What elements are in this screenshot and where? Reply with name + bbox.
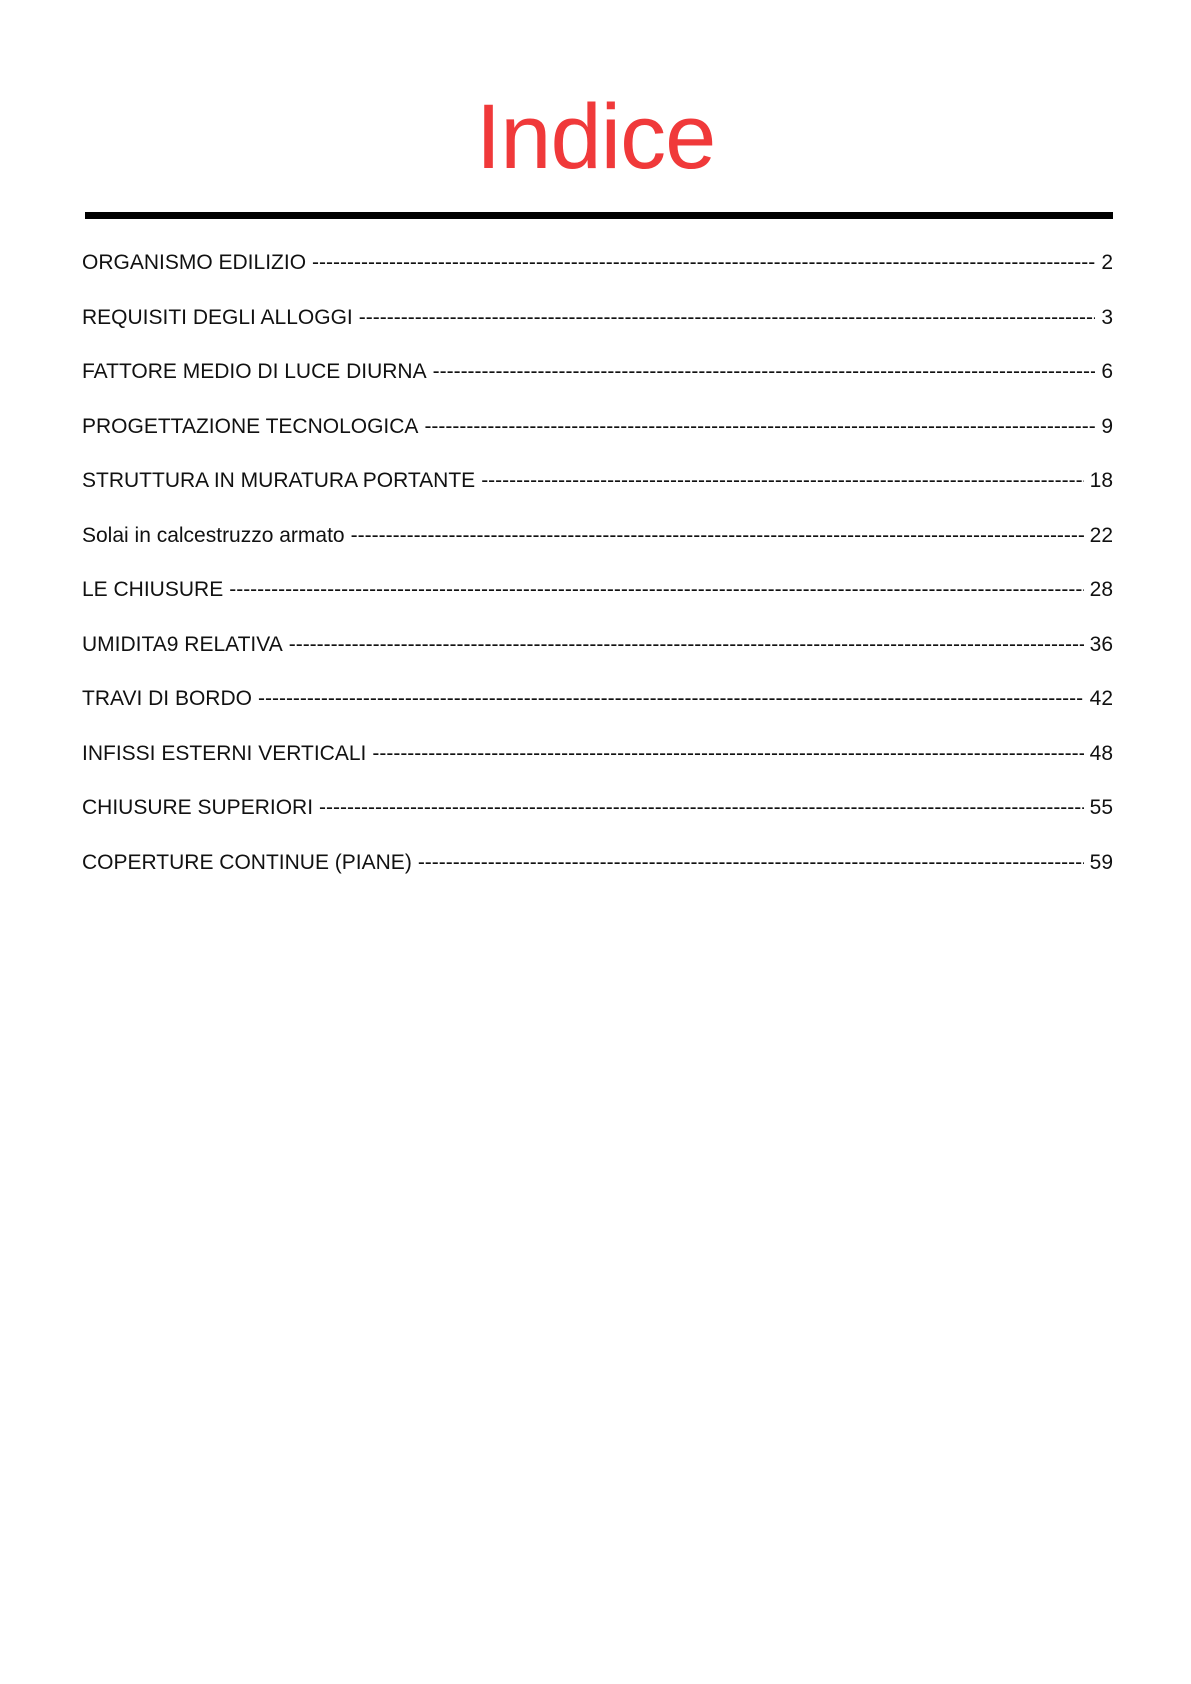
toc-entry-label: UMIDITA9 RELATIVA — [82, 632, 283, 656]
toc-page-number: 18 — [1089, 469, 1113, 492]
toc-entry-label: ORGANISMO EDILIZIO — [82, 251, 307, 274]
toc-dot-leader — [229, 575, 1083, 605]
toc-entry-label: PROGETTAZIONE TECNOLOGICA — [82, 414, 419, 438]
toc-entry-label: STRUTTURA IN MURATURA PORTANTE — [82, 469, 476, 492]
toc-dot-leader — [351, 521, 1084, 551]
toc-page-number: 55 — [1089, 796, 1113, 819]
table-of-contents — [82, 248, 1113, 902]
toc-dot-leader — [359, 303, 1095, 333]
toc-dot-leader — [481, 466, 1083, 496]
toc-entry-chiusure-superiori[interactable] — [82, 793, 1113, 848]
toc-entry-label: FATTORE MEDIO DI LUCE DIURNA — [82, 360, 427, 383]
toc-dot-leader — [312, 248, 1095, 278]
toc-dot-leader — [424, 412, 1095, 442]
toc-entry-travi-di-bordo[interactable] — [82, 684, 1113, 739]
toc-page-number: 2 — [1101, 251, 1113, 274]
toc-dot-leader — [433, 357, 1095, 387]
toc-dot-leader — [372, 739, 1083, 769]
toc-entry-coperture-continue-piane[interactable] — [82, 848, 1113, 903]
toc-entry-infissi-esterni-verticali[interactable] — [82, 739, 1113, 794]
toc-entry-label: TRAVI DI BORDO — [82, 687, 252, 710]
toc-dot-leader — [319, 793, 1084, 823]
page-title: Indice — [475, 86, 716, 188]
toc-page-number: 42 — [1089, 687, 1113, 710]
toc-entry-requisiti-degli-alloggi[interactable] — [82, 303, 1113, 358]
toc-page-number: 6 — [1101, 360, 1113, 383]
toc-page-number: 28 — [1089, 578, 1113, 601]
title-divider — [85, 212, 1113, 219]
toc-entry-label: Solai in calcestruzzo armato — [82, 523, 345, 547]
toc-entry-label: CHIUSURE SUPERIORI — [82, 796, 314, 819]
toc-entry-label: LE CHIUSURE — [82, 578, 224, 601]
toc-dot-leader — [258, 684, 1084, 714]
toc-entry-progettazione-tecnologica[interactable] — [82, 412, 1113, 467]
toc-page-number: 22 — [1089, 523, 1113, 547]
toc-page-number: 59 — [1089, 850, 1113, 874]
toc-entry-struttura-in-muratura-portante[interactable] — [82, 466, 1113, 521]
toc-entry-fattore-medio-di-luce-diurna[interactable] — [82, 357, 1113, 412]
toc-entry-label: REQUISITI DEGLI ALLOGGI — [82, 305, 353, 329]
toc-entry-label: INFISSI ESTERNI VERTICALI — [82, 741, 367, 765]
toc-entry-solai-in-calcestruzzo-armato[interactable] — [82, 521, 1113, 576]
toc-page-number: 3 — [1101, 305, 1113, 329]
toc-entry-le-chiusure[interactable] — [82, 575, 1113, 630]
toc-page-number: 36 — [1089, 632, 1113, 656]
toc-dot-leader — [418, 848, 1084, 878]
toc-page-number: 48 — [1089, 741, 1113, 765]
toc-dot-leader — [289, 630, 1084, 660]
toc-page-number: 9 — [1101, 414, 1113, 438]
toc-entry-label: COPERTURE CONTINUE (PIANE) — [82, 850, 412, 874]
toc-entry-organismo-edilizio[interactable] — [82, 248, 1113, 303]
toc-entry-umidita-relativa[interactable] — [82, 630, 1113, 685]
